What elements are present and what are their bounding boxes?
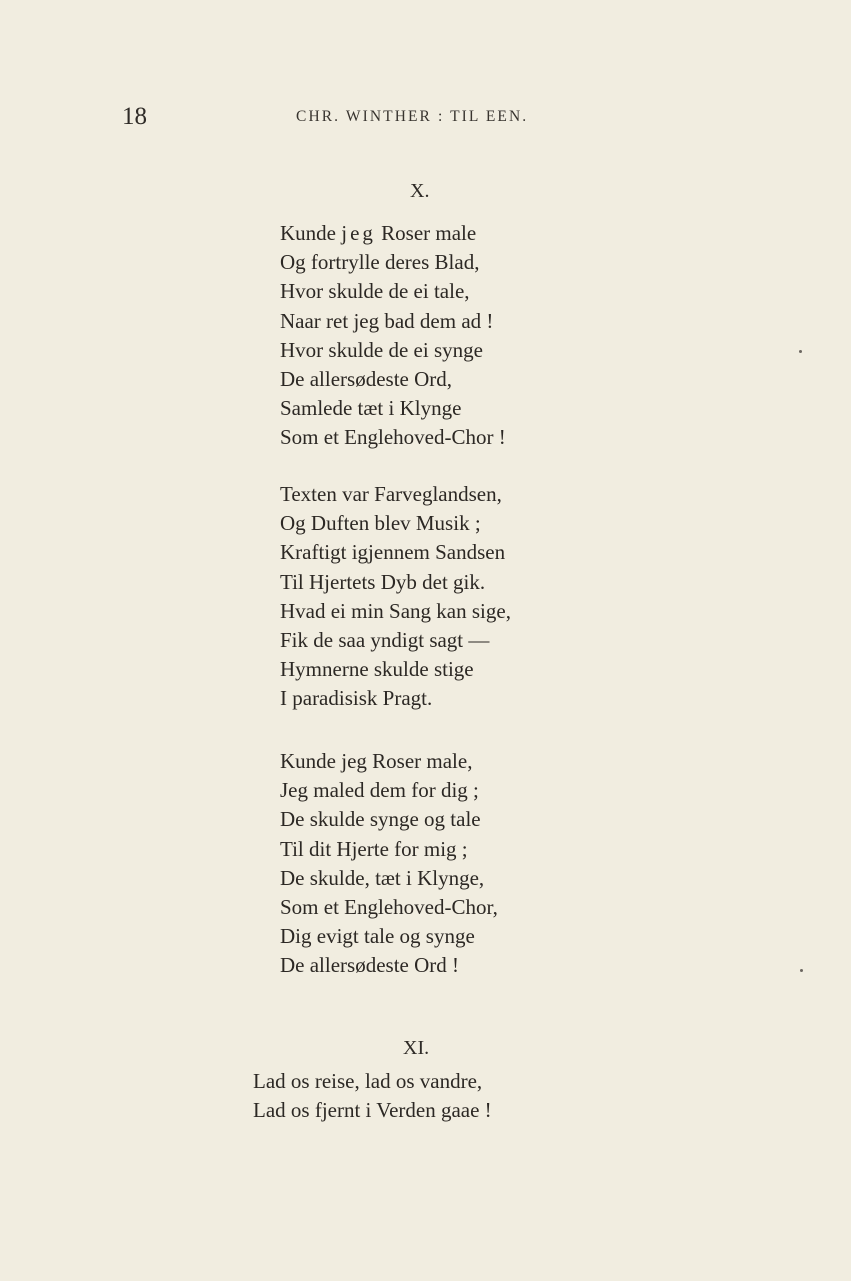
page-number: 18 (122, 103, 147, 130)
stanza-2 (280, 480, 511, 714)
poem-line: De skulde, tæt i Klynge, (280, 865, 485, 890)
poem-line: Hymnerne skulde stige (280, 657, 474, 682)
poem-line: Som et Englehoved-Chor ! (280, 425, 506, 450)
poem-line: Som et Englehoved-Chor, (280, 894, 498, 919)
poem-line: Lad os fjernt i Verden gaae ! (253, 1098, 492, 1123)
poem-line: Hvad ei min Sang kan sige, (280, 598, 511, 623)
poem-line: Hvor skulde de ei tale, (280, 279, 470, 304)
poem-line: Lad os reise, lad os vandre, (253, 1069, 483, 1093)
paper-speck (799, 350, 802, 353)
stanza-1 (280, 219, 506, 453)
poem-line: De skulde synge og tale (280, 807, 481, 832)
poem-line: Samlede tæt i Klynge (280, 396, 462, 421)
poem-line: Og fortrylle deres Blad, (280, 250, 480, 275)
poem-line: I paradisisk Pragt. (280, 686, 433, 711)
poem-line: De allersødeste Ord, (280, 366, 453, 391)
poem-line: Naar ret jeg bad dem ad ! (280, 308, 494, 333)
poem-line: Hvor skulde de ei synge (280, 337, 483, 362)
poem-line: Og Duften blev Musik ; (280, 511, 481, 536)
stanza-3 (280, 747, 498, 981)
poem-line: Dig evigt tale og synge (280, 924, 475, 949)
poem-line: Til Hjertets Dyb det gik. (280, 569, 486, 594)
poem-number-xi: XI. (403, 1037, 430, 1059)
poem-line: Til dit Hjerte for mig ; (280, 836, 468, 861)
stanza-4 (253, 1067, 492, 1125)
poem-line: Kunde jeg Roser male, (280, 749, 473, 773)
poem-line: Kraftigt igjennem Sandsen (280, 540, 506, 565)
poem-number-x: X. (410, 180, 430, 202)
poem-line: Fik de saa yndigt sagt — (280, 627, 490, 652)
poem-line: De allersødeste Ord ! (280, 953, 460, 978)
poem-line: Jeg maled dem for dig ; (280, 778, 479, 803)
poem-line: Kunde jeg Roser male (280, 221, 477, 245)
running-head: CHR. WINTHER : TIL EEN. (296, 108, 529, 125)
paper-speck (800, 969, 803, 972)
poem-line: Texten var Farveglandsen, (280, 482, 502, 506)
